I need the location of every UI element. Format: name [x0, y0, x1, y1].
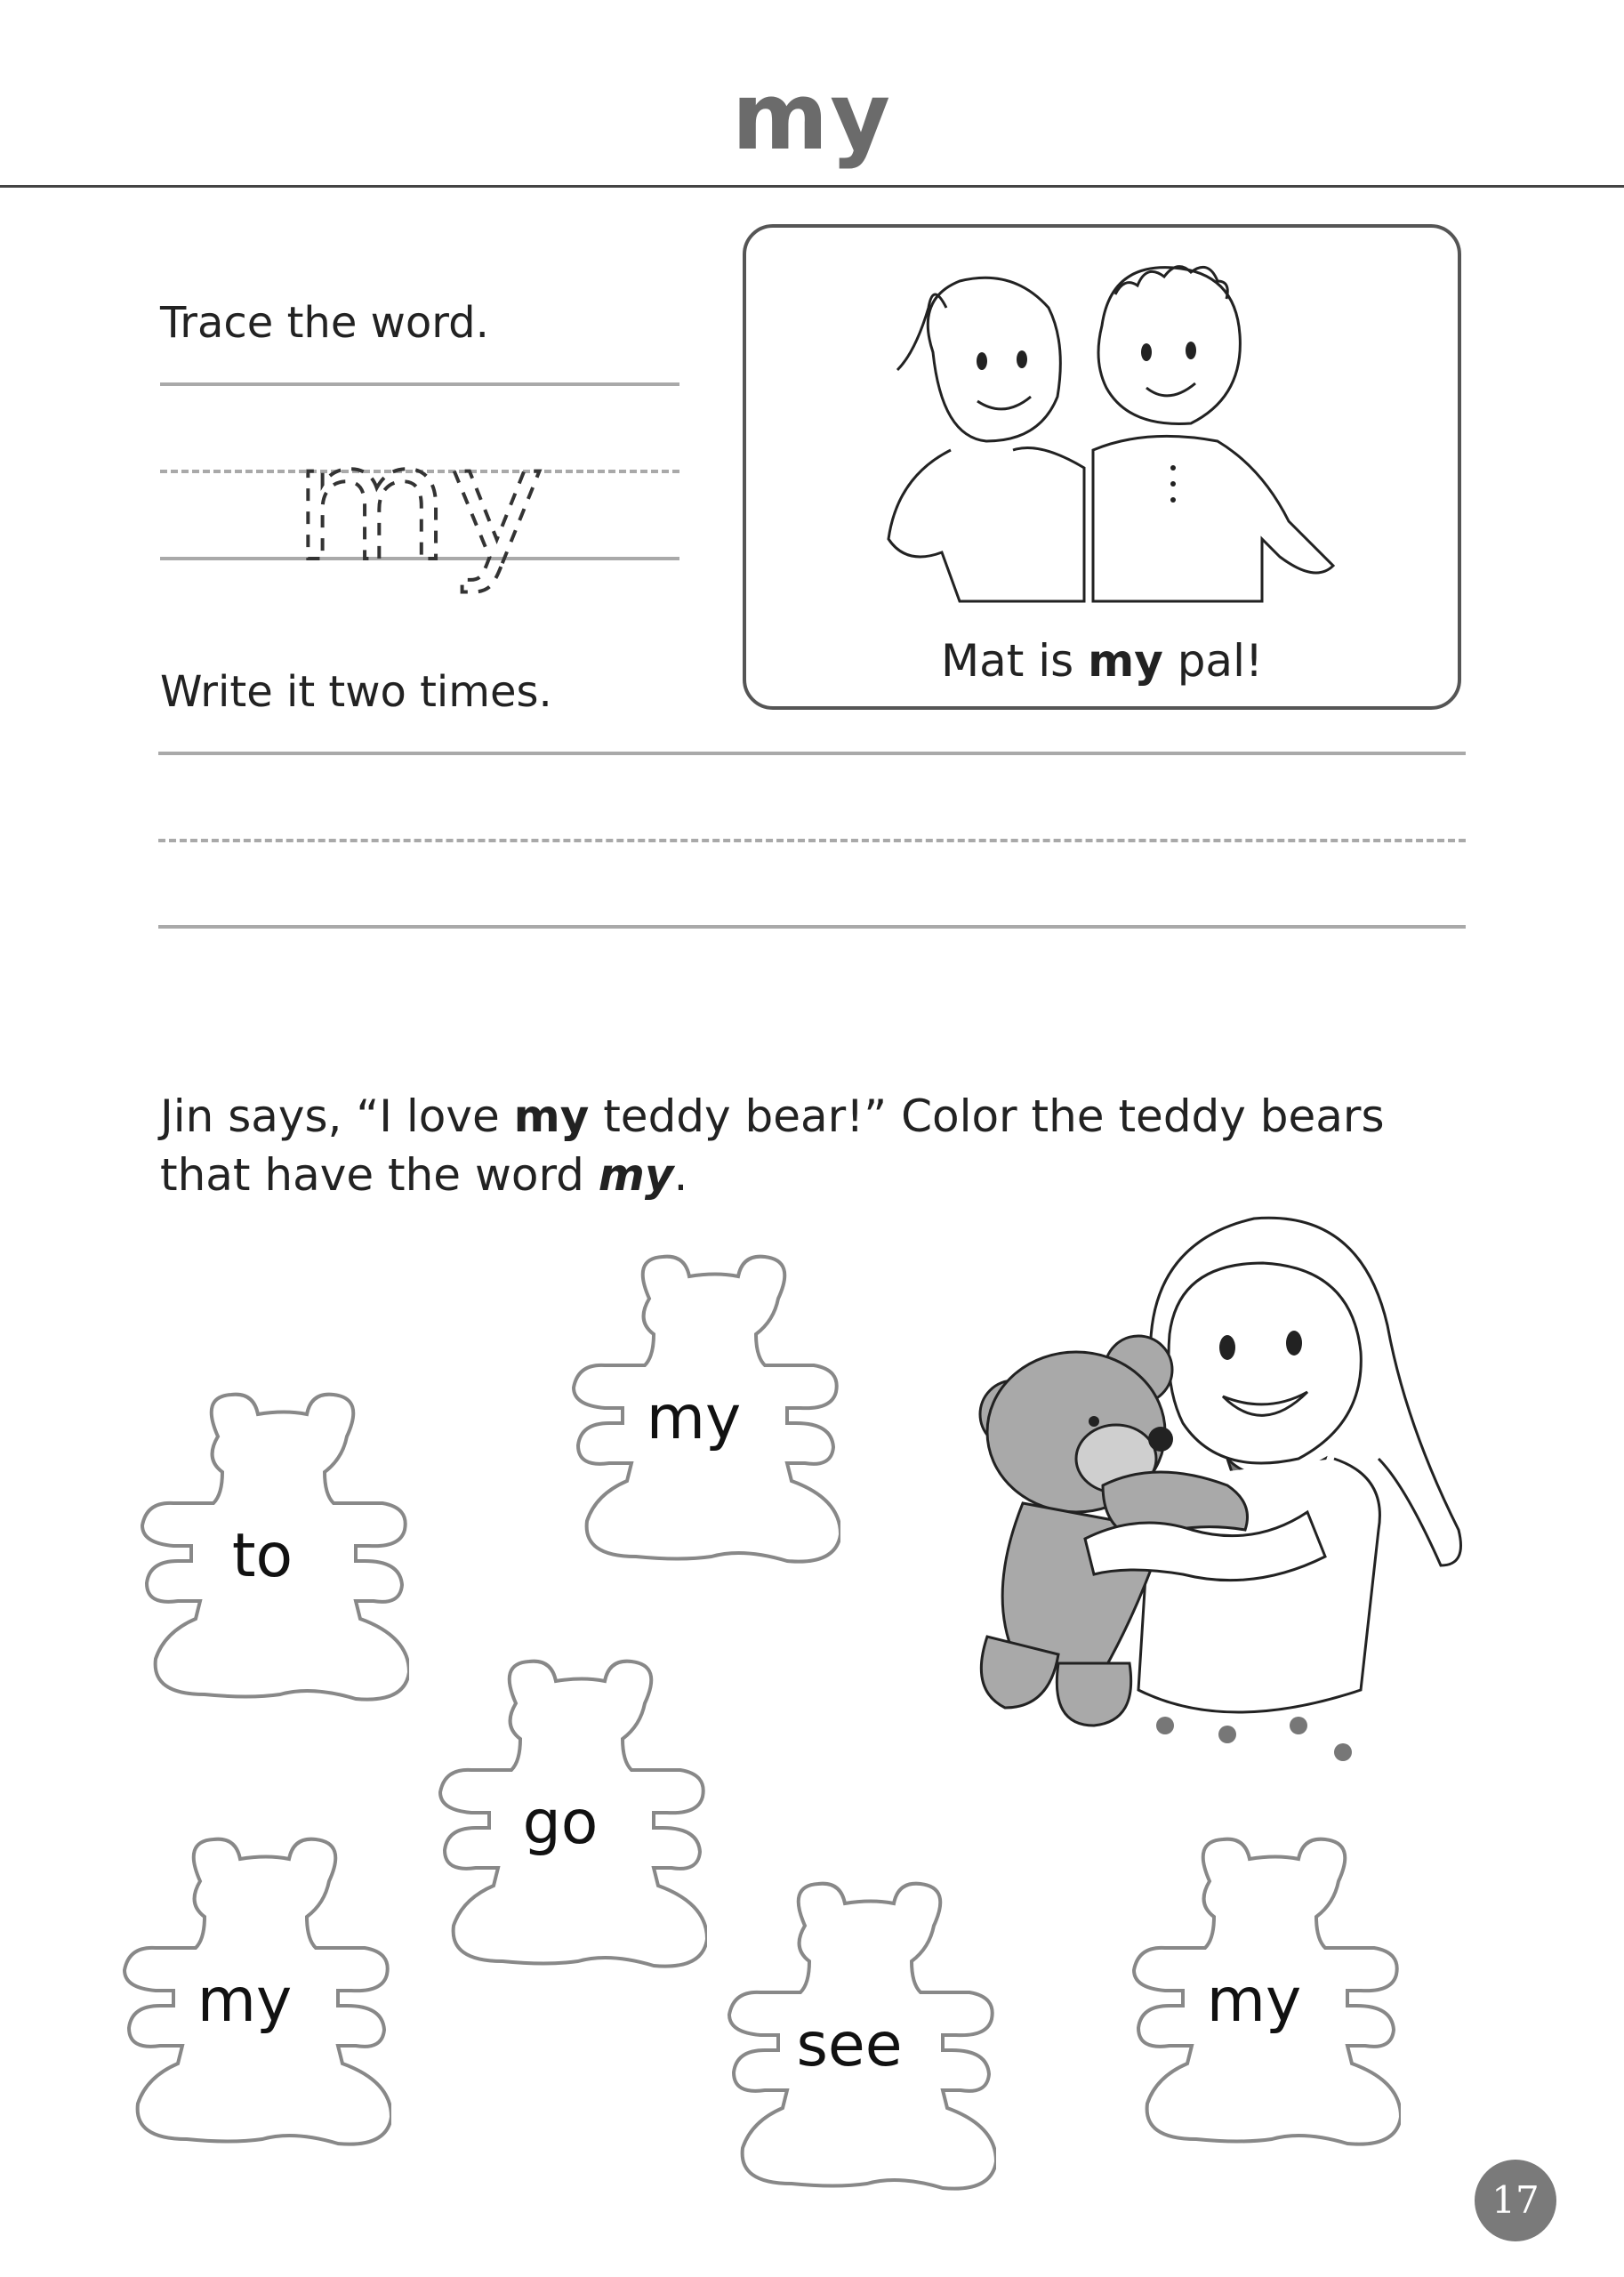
picture-caption: Mat is my pal! — [940, 635, 1264, 687]
traceable-word-text: my — [293, 445, 544, 597]
bear-card[interactable] — [1107, 1832, 1401, 2152]
write-instruction: Write it two times. — [160, 667, 552, 717]
trace-top-line — [160, 382, 679, 386]
girl-with-teddy-illustration — [961, 1192, 1476, 1797]
two-kids-illustration — [880, 245, 1342, 619]
activity-prompt: Jin says, “I love my teddy bear!” Color the teddy bears that have the word my. — [160, 1090, 1385, 1201]
bear-word: go — [522, 1788, 599, 1858]
picture-box — [743, 224, 1461, 710]
title-divider — [0, 185, 1624, 188]
bear-word: my — [646, 1383, 742, 1453]
bear-card[interactable] — [547, 1250, 840, 1570]
bear-word: my — [197, 1966, 293, 2036]
prompt-bold-italic-word: my — [598, 1149, 674, 1201]
bear-word: see — [796, 2010, 903, 2080]
traceable-word[interactable] — [285, 445, 551, 623]
page-number: 17 — [1475, 2160, 1556, 2241]
bear-card[interactable] — [414, 1654, 707, 1975]
write-base-line[interactable] — [158, 925, 1466, 929]
write-top-line[interactable] — [158, 752, 1466, 755]
write-mid-dashed-line[interactable] — [158, 839, 1466, 842]
bear-card[interactable] — [98, 1832, 391, 2152]
bear-card[interactable] — [703, 1877, 996, 2197]
trace-instruction: Trace the word. — [160, 298, 489, 348]
caption-emphasis: my — [1088, 635, 1163, 687]
prompt-bold-word: my — [513, 1090, 590, 1142]
bear-card[interactable] — [116, 1388, 409, 1708]
page-title: my — [731, 62, 893, 171]
bear-word: my — [1206, 1966, 1302, 2036]
bear-word: to — [231, 1521, 293, 1591]
